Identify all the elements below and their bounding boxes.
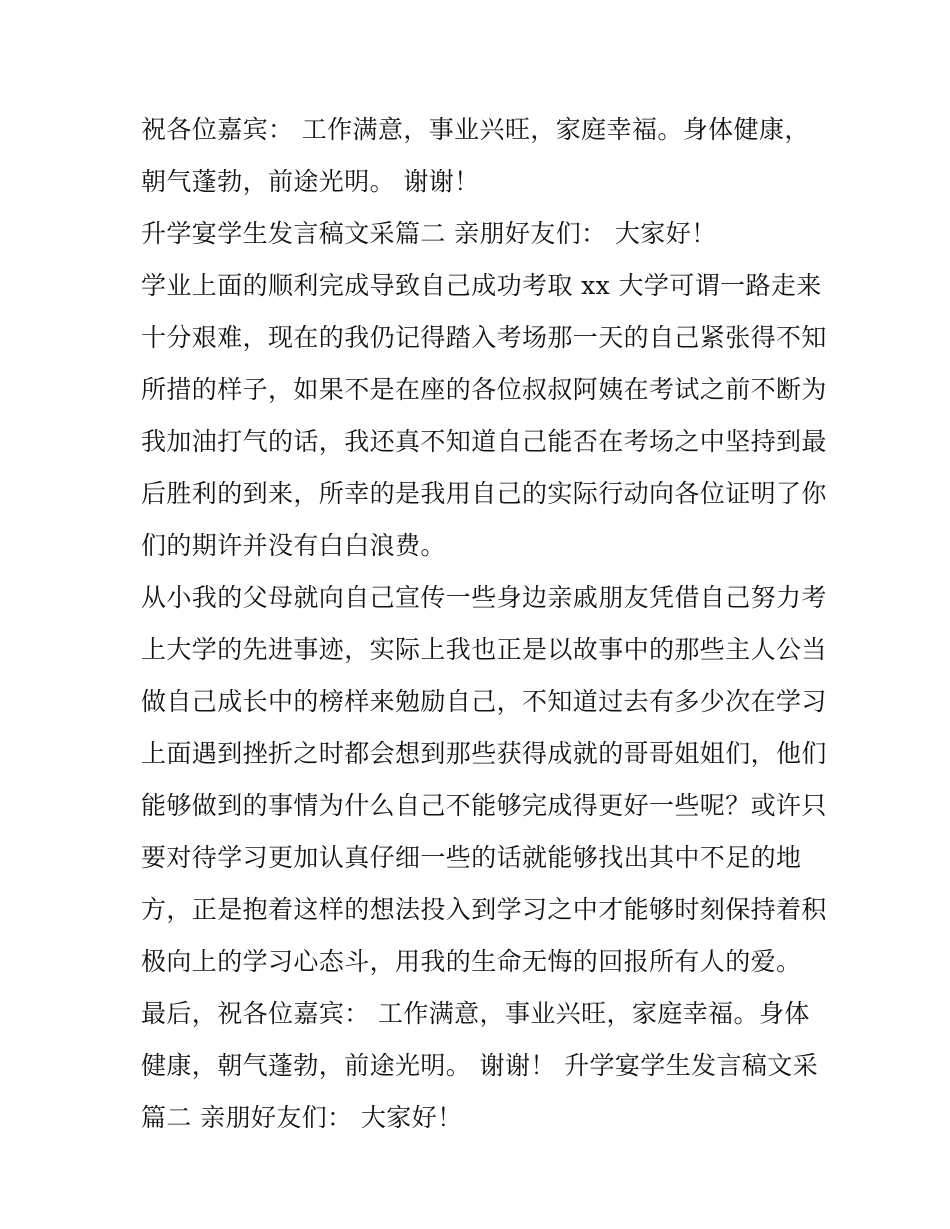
text-line: 十分艰难，现在的我仍记得踏入考场那一天的自己紧张得不知 bbox=[141, 323, 827, 352]
text-line: 朝气蓬勃，前途光明。 谢谢！ bbox=[141, 167, 480, 196]
text-line: 方，正是抱着这样的想法投入到学习之中才能够时刻保持着积 bbox=[141, 895, 827, 924]
text-line: 健康，朝气蓬勃，前途光明。 谢谢！ 升学宴学生发言稿文采 bbox=[141, 1051, 819, 1080]
text-line: 后胜利的到来，所幸的是我用自己的实际行动向各位证明了你 bbox=[141, 479, 827, 508]
text-line: 极向上的学习心态斗，用我的生命无悔的回报所有人的爱。 bbox=[141, 947, 802, 976]
text-line: 升学宴学生发言稿文采篇二 亲朋好友们： 大家好！ bbox=[141, 219, 717, 248]
text-line: 学业上面的顺利完成导致自己成功考取 xx 大学可谓一路走来 bbox=[141, 271, 822, 300]
text-line: 上大学的先进事迹，实际上我也正是以故事中的那些主人公当 bbox=[141, 635, 827, 664]
text-line: 我加油打气的话，我还真不知道自己能否在考场之中坚持到最 bbox=[141, 427, 827, 456]
text-line: 篇二 亲朋好友们： 大家好！ bbox=[141, 1103, 463, 1132]
text-line: 做自己成长中的榜样来勉励自己，不知道过去有多少次在学习 bbox=[141, 687, 827, 716]
text-line: 最后，祝各位嘉宾： 工作满意，事业兴旺，家庭幸福。身体 bbox=[141, 999, 810, 1028]
text-line: 从小我的父母就向自己宣传一些身边亲戚朋友凭借自己努力考 bbox=[141, 583, 827, 612]
text-line: 们的期许并没有白白浪费。 bbox=[141, 531, 446, 560]
text-line: 上面遇到挫折之时都会想到那些获得成就的哥哥姐姐们，他们 bbox=[141, 739, 827, 768]
text-line: 所措的样子，如果不是在座的各位叔叔阿姨在考试之前不断为 bbox=[141, 375, 827, 404]
text-line: 能够做到的事情为什么自己不能够完成得更好一些呢？或许只 bbox=[141, 791, 827, 820]
body-text bbox=[141, 108, 827, 1148]
text-line: 祝各位嘉宾： 工作满意，事业兴旺，家庭幸福。身体健康， bbox=[141, 115, 810, 144]
text-line: 要对待学习更加认真仔细一些的话就能够找出其中不足的地 bbox=[141, 843, 802, 872]
